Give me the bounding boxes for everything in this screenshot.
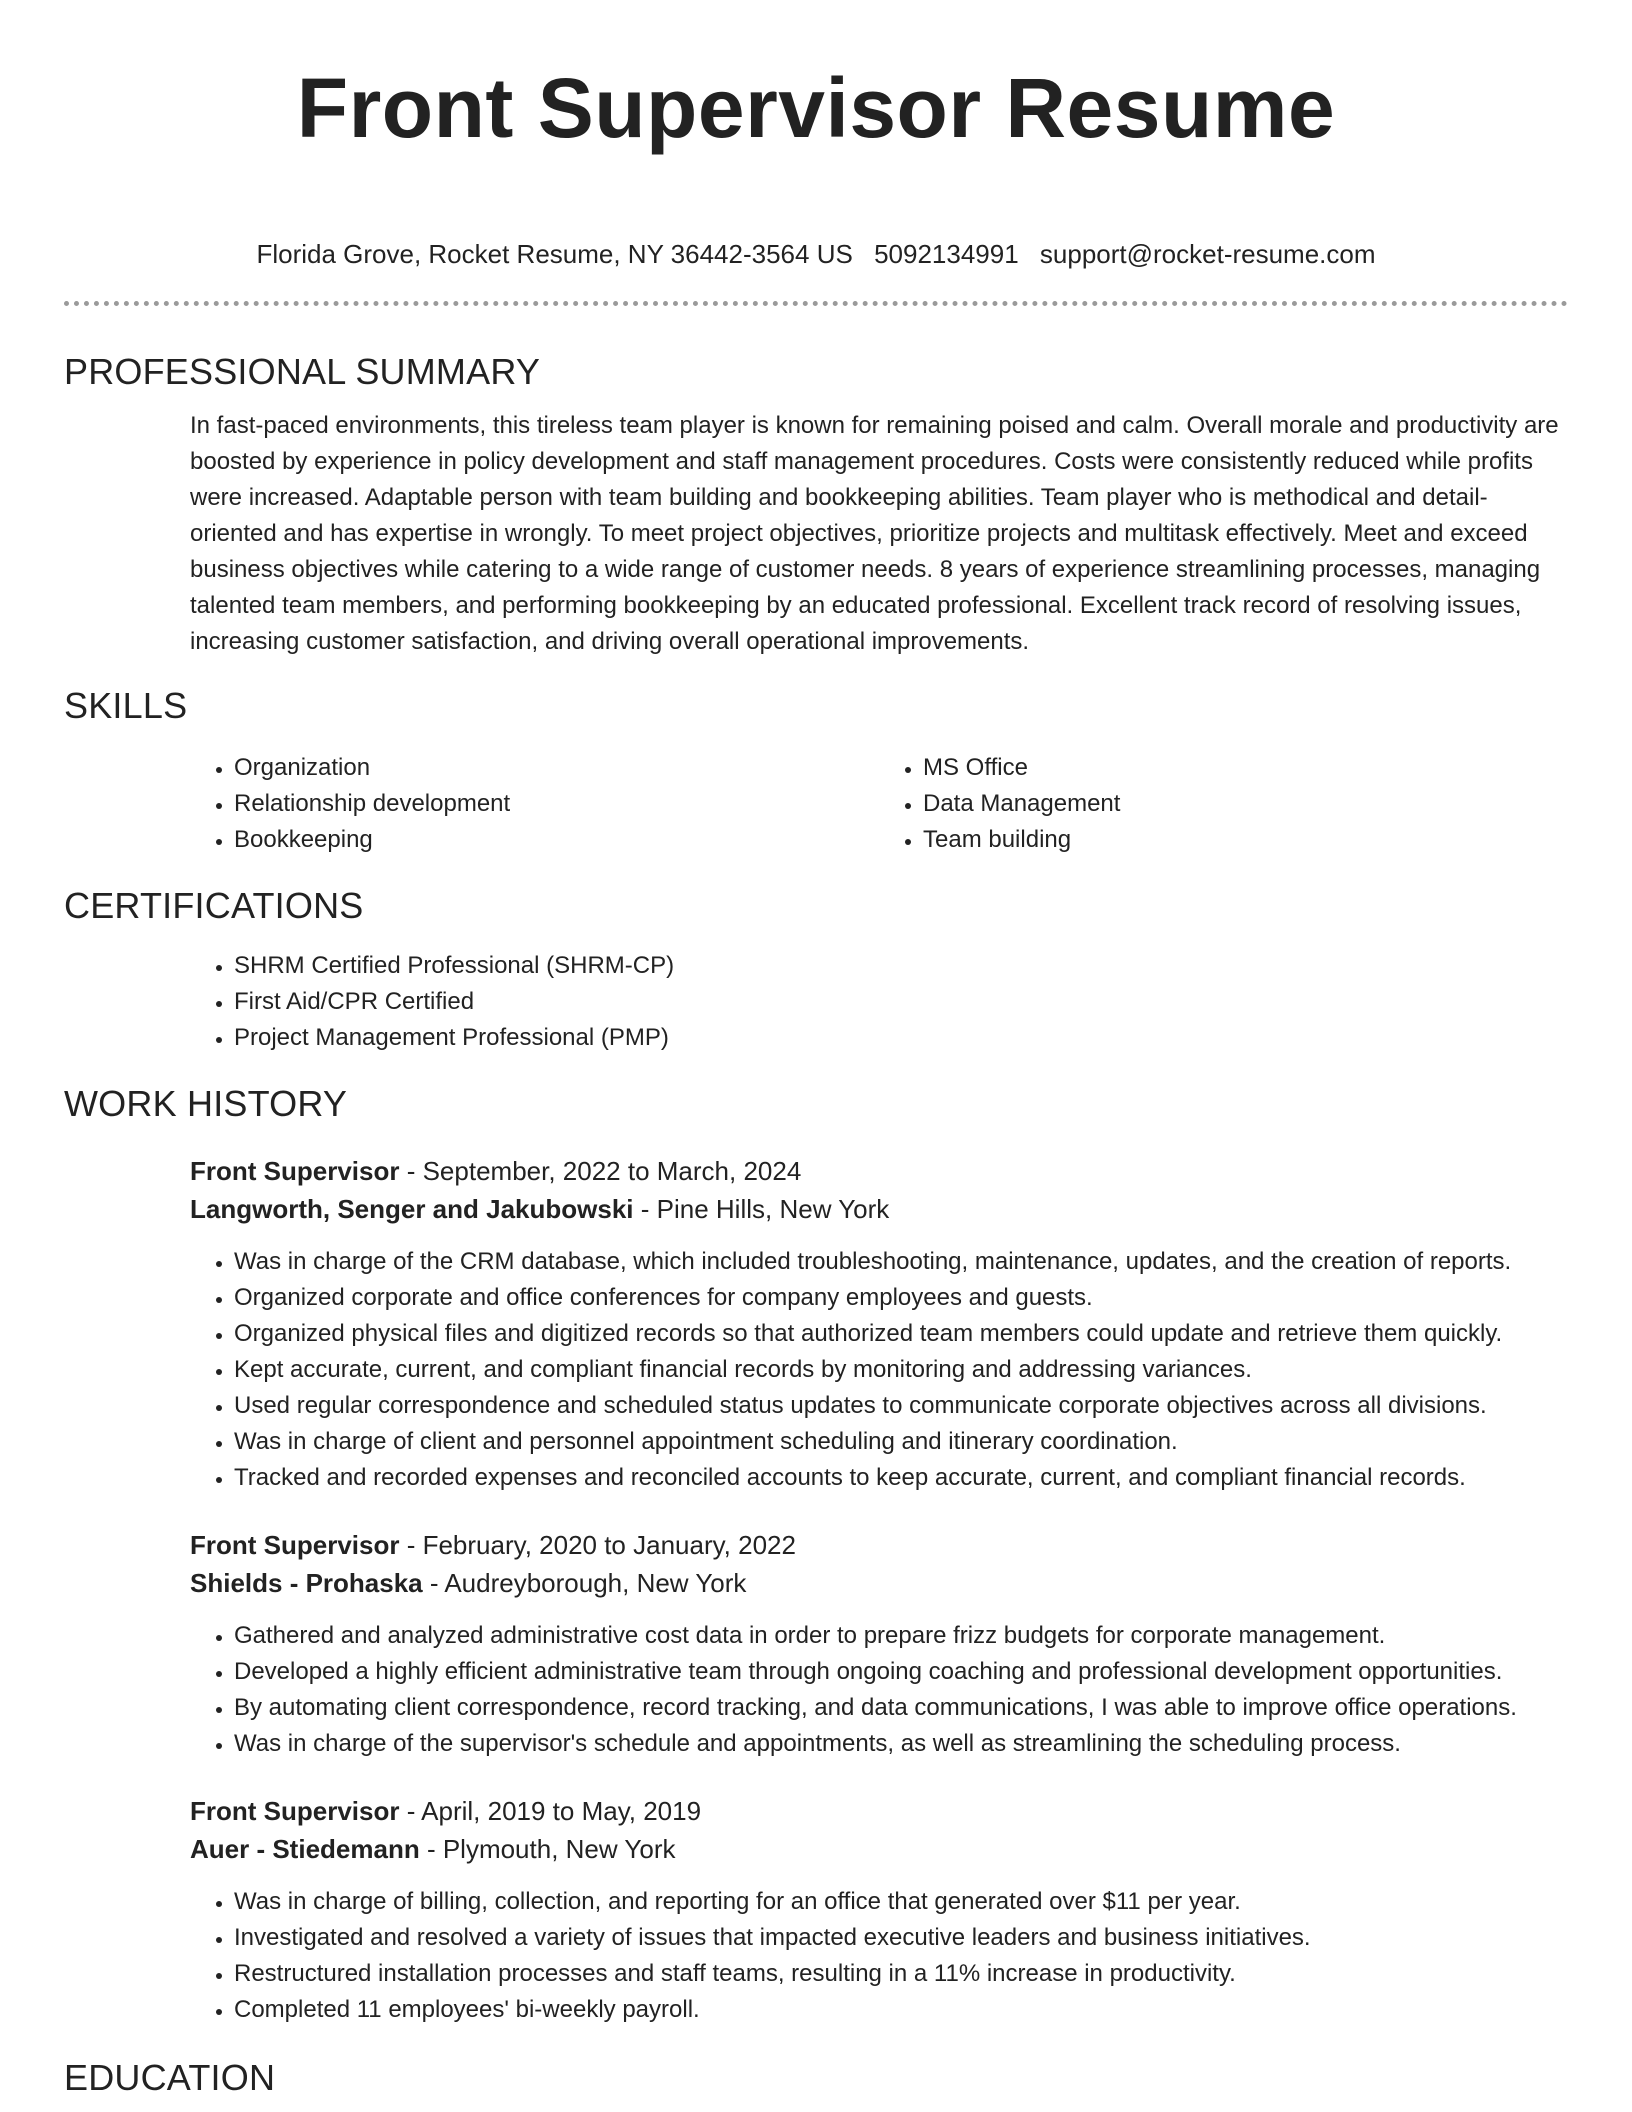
certification-item: • First Aid/CPR Certified: [234, 984, 1568, 1020]
job-bullet: • Was in charge of billing, collection, and reporting for an office that generated over $11 per year.: [234, 1884, 1568, 1920]
job-company-line: [190, 1830, 1568, 1868]
skill-item: • Organization: [234, 750, 879, 786]
job-bullet: • Kept accurate, current, and compliant financial records by monitoring and addressing variances.: [234, 1352, 1568, 1388]
job-entry: [190, 1526, 1568, 1762]
header-divider: [64, 301, 1568, 306]
job-bullet: • Organized corporate and office conferences for company employees and guests.: [234, 1280, 1568, 1316]
job-bullet: • Gathered and analyzed administrative cost data in order to prepare frizz budgets for corporate management.: [234, 1618, 1568, 1654]
work-history-heading: WORK HISTORY: [64, 1083, 348, 1124]
certifications-list: [190, 948, 1568, 1056]
job-company: Auer - Stiedemann: [190, 1834, 420, 1864]
job-bullet: • Tracked and recorded expenses and reconciled accounts to keep accurate, current, and compliant financial records.: [234, 1460, 1568, 1496]
skills-column-right: [879, 750, 1568, 858]
skill-item: • Team building: [923, 822, 1568, 858]
job-location: - Pine Hills, New York: [633, 1194, 890, 1224]
education-heading: EDUCATION: [64, 2057, 276, 2098]
contact-line: [64, 236, 1568, 272]
job-dates: - September, 2022 to March, 2024: [399, 1156, 802, 1186]
certification-item: • Project Management Professional (PMP): [234, 1020, 1568, 1056]
contact-email: support@rocket-resume.com: [1039, 239, 1376, 269]
certification-item: • SHRM Certified Professional (SHRM-CP): [234, 948, 1568, 984]
job-bullet-list: [190, 1244, 1568, 1496]
summary-text: In fast-paced environments, this tireless team player is known for remaining poised and calm. Overall morale and productivity are boosted by experience in policy development and staff management procedures. Costs were consistently reduced while profits were increased. Adaptable person with team building and bookkeeping abilities. Team player who is methodical and detail-oriented and has expertise in wrongly. To meet project objectives, prioritize projects and multitask effectively. Meet and exceed business objectives while catering to a wide range of customer needs. 8 years of experience streamlining processes, managing talented team members, and performing bookkeeping by an educated professional. Excellent track record of resolving issues, increasing customer satisfaction, and driving overall operational improvements.: [190, 412, 1559, 655]
job-company: Langworth, Senger and Jakubowski: [190, 1194, 634, 1224]
job-bullet: • Investigated and resolved a variety of issues that impacted executive leaders and business initiatives.: [234, 1920, 1568, 1956]
skill-item: • Bookkeeping: [234, 822, 879, 858]
certifications-body: [190, 948, 1568, 1056]
job-bullet: • Developed a highly efficient administrative team through ongoing coaching and professional development opportunities.: [234, 1654, 1568, 1690]
job-bullet: • Was in charge of the supervisor's schedule and appointments, as well as streamlining the scheduling process.: [234, 1726, 1568, 1762]
job-bullet: • Restructured installation processes and staff teams, resulting in a 11% increase in productivity.: [234, 1956, 1568, 1992]
summary-heading: PROFESSIONAL SUMMARY: [64, 351, 541, 392]
job-title-line: [190, 1152, 1568, 1190]
job-bullet-list: [190, 1618, 1568, 1762]
job-bullet: • Was in charge of the CRM database, which included troubleshooting, maintenance, updates, and the creation of reports.: [234, 1244, 1568, 1280]
contact-address: Florida Grove, Rocket Resume, NY 36442-3564 US: [256, 239, 853, 269]
job-title-line: [190, 1792, 1568, 1830]
certifications-heading: CERTIFICATIONS: [64, 885, 364, 926]
skills-column-left: [190, 750, 879, 858]
job-company-line: [190, 1190, 1568, 1228]
job-entry: [190, 1152, 1568, 1496]
job-dates: - April, 2019 to May, 2019: [399, 1796, 702, 1826]
job-company: Shields - Prohaska: [190, 1568, 423, 1598]
skill-item: • Relationship development: [234, 786, 879, 822]
job-bullet-list: [190, 1884, 1568, 2028]
job-bullet: • Completed 11 employees' bi-weekly payroll.: [234, 1992, 1568, 2028]
skill-item: • Data Management: [923, 786, 1568, 822]
job-title: Front Supervisor: [190, 1156, 400, 1186]
job-bullet: • Used regular correspondence and scheduled status updates to communicate corporate objectives across all divisions.: [234, 1388, 1568, 1424]
resume-title: Front Supervisor Resume: [296, 61, 1336, 155]
job-dates: - February, 2020 to January, 2022: [399, 1530, 796, 1560]
job-title: Front Supervisor: [190, 1530, 400, 1560]
job-entry: [190, 1792, 1568, 2028]
contact-phone: 5092134991: [874, 239, 1019, 269]
skills-heading: SKILLS: [64, 685, 188, 726]
skills-grid: [190, 750, 1568, 858]
job-location: - Audreyborough, New York: [422, 1568, 747, 1598]
job-location: - Plymouth, New York: [419, 1834, 676, 1864]
job-company-line: [190, 1564, 1568, 1602]
skill-item: • MS Office: [923, 750, 1568, 786]
job-title-line: [190, 1526, 1568, 1564]
job-bullet: • By automating client correspondence, record tracking, and data communications, I was able to improve office operations.: [234, 1690, 1568, 1726]
job-bullet: • Organized physical files and digitized records so that authorized team members could update and retrieve them quickly.: [234, 1316, 1568, 1352]
job-title: Front Supervisor: [190, 1796, 400, 1826]
job-bullet: • Was in charge of client and personnel appointment scheduling and itinerary coordination.: [234, 1424, 1568, 1460]
